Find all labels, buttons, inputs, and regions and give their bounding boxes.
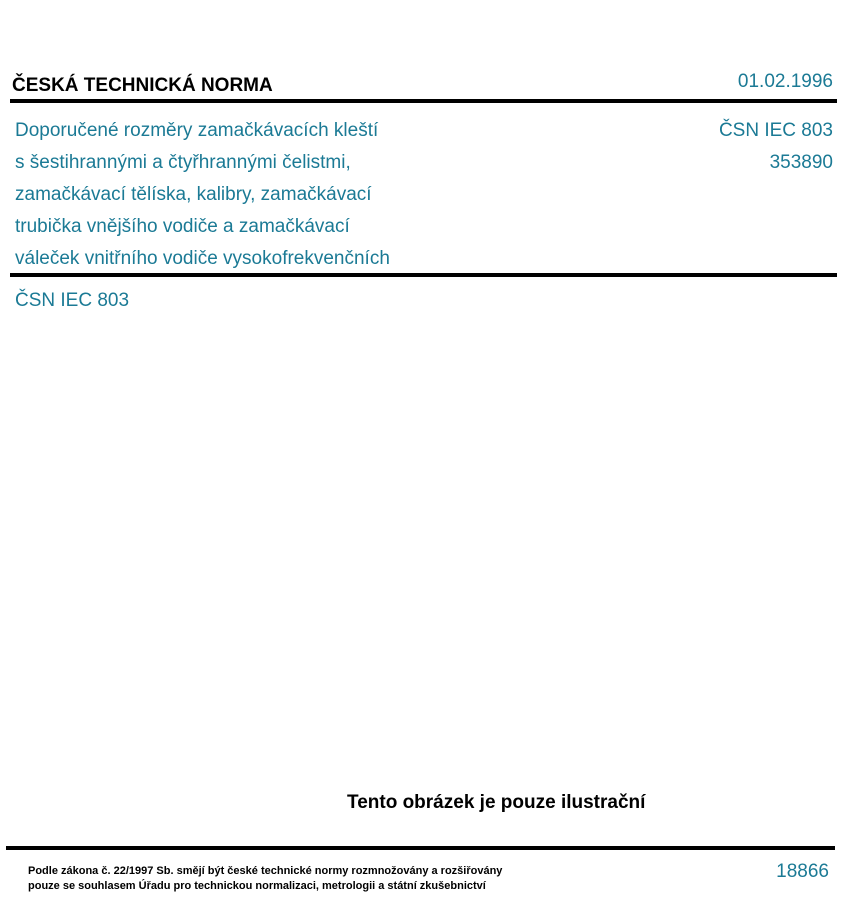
standard-codes	[719, 115, 833, 179]
standard-designation: ČSN IEC 803	[718, 120, 833, 141]
page-title: ČESKÁ TECHNICKÁ NORMA	[12, 75, 273, 96]
standard-title-line: zamačkávací tělíska, kalibry, zamačkávací	[15, 184, 372, 205]
legal-line: Podle zákona č. 22/1997 Sb. smějí být české technické normy rozmnožovány a rozšiřovány	[28, 865, 503, 877]
issue-date: 01.02.1996	[737, 71, 833, 92]
middle-divider	[10, 273, 837, 277]
standard-title-line: Doporučené rozměry zamačkávacích kleští	[15, 120, 379, 141]
standard-title	[15, 115, 390, 275]
bottom-divider	[6, 846, 835, 850]
legal-notice	[28, 864, 502, 894]
illustration-notice: Tento obrázek je pouze ilustrační	[347, 792, 646, 813]
standard-title-line: váleček vnitřního vodiče vysokofrekvenčních	[15, 248, 390, 269]
standard-title-line: s šestihrannými a čtyřhrannými čelistmi,	[15, 152, 351, 173]
standard-reference: ČSN IEC 803	[15, 290, 130, 311]
document-number: 18866	[776, 861, 829, 882]
standard-title-line: trubička vnějšího vodiče a zamačkávací	[15, 216, 350, 237]
legal-line: pouze se souhlasem Úřadu pro technickou normalizaci, metrologii a státní zkušebnictví	[28, 880, 486, 892]
top-divider	[10, 99, 837, 103]
class-number: 353890	[769, 152, 833, 173]
